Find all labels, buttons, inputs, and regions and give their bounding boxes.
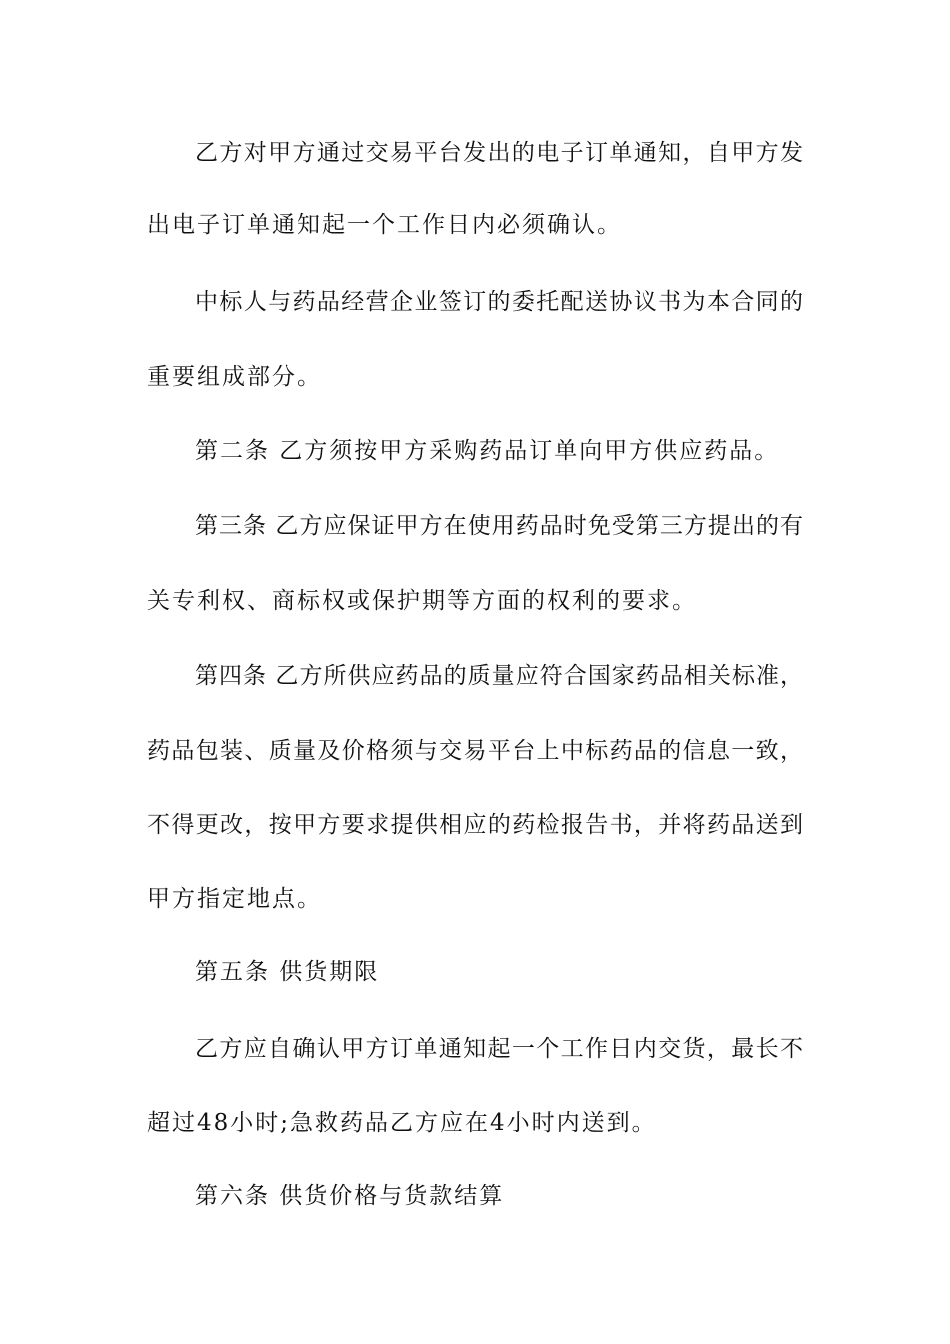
paragraph-line: 乙方应自确认甲方订单通知起一个工作日内交货，最长不 [195, 1036, 803, 1062]
article-heading: 第五条 供货期限 [195, 959, 380, 985]
paragraph-line: 重要组成部分。 [147, 364, 322, 390]
article-heading: 第六条 供货价格与货款结算 [195, 1183, 505, 1209]
paragraph-line: 药品包装、质量及价格须与交易平台上中标药品的信息一致， [147, 738, 803, 764]
paragraph-line: 乙方对甲方通过交易平台发出的电子订单通知，自甲方发 [195, 140, 803, 166]
paragraph-line: 甲方指定地点。 [147, 886, 322, 912]
article-line: 第四条 乙方所供应药品的质量应符合国家药品相关标准， [195, 663, 803, 689]
article-line: 第二条 乙方须按甲方采购药品订单向甲方供应药品。 [195, 438, 780, 464]
paragraph-line: 超过48小时;急救药品乙方应在4小时内送到。 [147, 1110, 657, 1136]
article-line: 第三条 乙方应保证甲方在使用药品时免受第三方提出的有 [195, 513, 803, 539]
paragraph-line: 关专利权、商标权或保护期等方面的权利的要求。 [147, 588, 697, 614]
paragraph-line: 出电子订单通知起一个工作日内必须确认。 [147, 212, 622, 238]
paragraph-line: 不得更改，按甲方要求提供相应的药检报告书，并将药品送到 [147, 812, 803, 838]
paragraph-line: 中标人与药品经营企业签订的委托配送协议书为本合同的 [195, 289, 803, 315]
